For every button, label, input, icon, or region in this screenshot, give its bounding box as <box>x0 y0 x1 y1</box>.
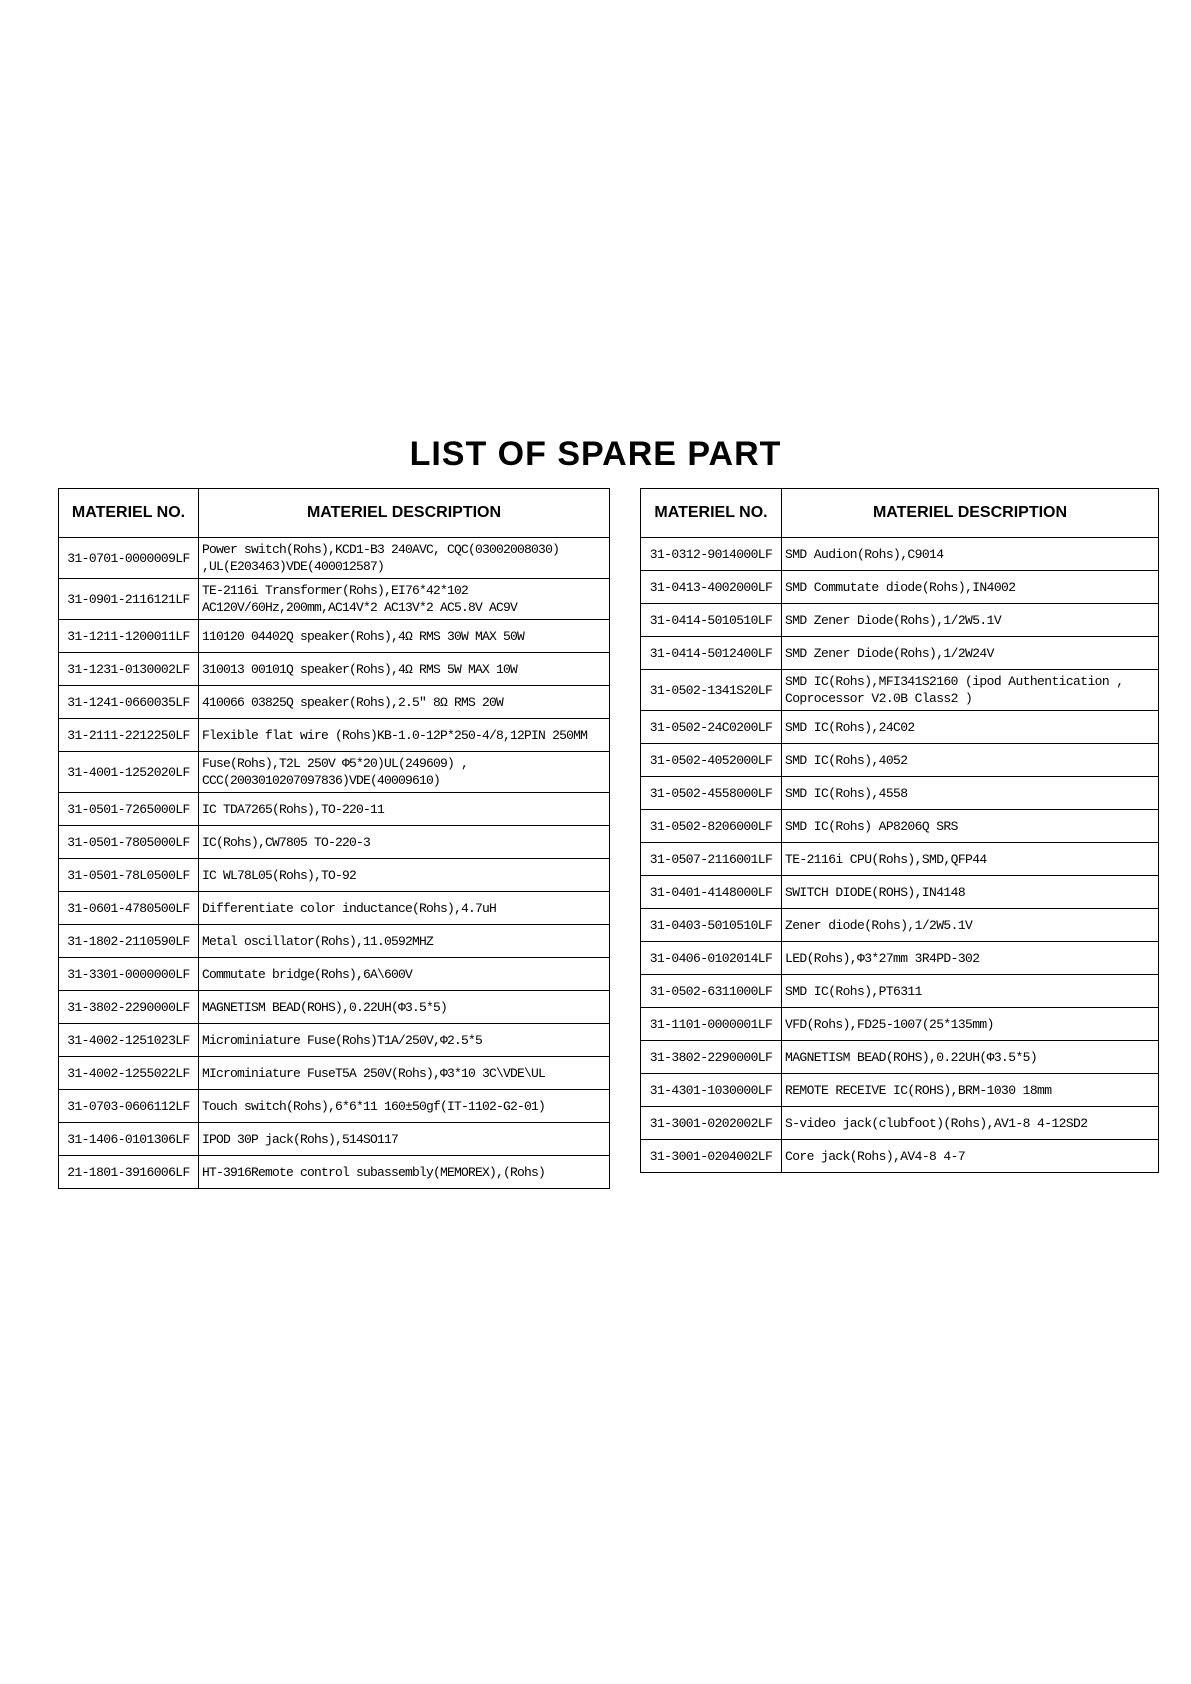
description-line: Touch switch(Rohs),6*6*11 160±50gf(IT-1102-G2-01) <box>202 1098 546 1114</box>
materiel-no: 31-1101-0000001LF <box>641 1008 782 1041</box>
materiel-description <box>199 752 610 793</box>
description-line: SMD IC(Rohs) AP8206Q SRS <box>785 818 958 834</box>
description-line: IC TDA7265(Rohs),TO-220-11 <box>202 801 385 817</box>
table-row <box>641 1041 1159 1074</box>
table-row <box>641 876 1159 909</box>
materiel-description <box>199 991 610 1024</box>
spare-parts-table-right <box>640 488 1159 1173</box>
materiel-description <box>782 670 1159 711</box>
materiel-no: 31-1406-0101306LF <box>59 1123 199 1156</box>
materiel-description <box>782 637 1159 670</box>
column-header-materiel-no: MATERIEL NO. <box>641 489 782 538</box>
description-line: SWITCH DIODE(ROHS),IN4148 <box>785 884 966 900</box>
materiel-no: 31-2111-2212250LF <box>59 719 199 752</box>
table-row <box>641 942 1159 975</box>
materiel-no: 31-3301-0000000LF <box>59 958 199 991</box>
description-line: Fuse(Rohs),T2L 250V Φ5*20)UL(249609) , <box>202 756 469 771</box>
materiel-description <box>199 859 610 892</box>
description-line: Zener diode(Rohs),1/2W5.1V <box>785 917 973 933</box>
table-row <box>641 1140 1159 1173</box>
materiel-no: 31-4002-1251023LF <box>59 1024 199 1057</box>
materiel-description <box>782 777 1159 810</box>
materiel-description <box>199 719 610 752</box>
description-line: Flexible flat wire (Rohs)KB-1.0-12P*250-4/8,12PIN 250MM <box>202 727 588 743</box>
materiel-description <box>782 975 1159 1008</box>
materiel-description <box>782 711 1159 744</box>
materiel-description <box>199 1123 610 1156</box>
spare-parts-table-left <box>58 488 610 1189</box>
materiel-description <box>199 826 610 859</box>
materiel-no: 31-0414-5010510LF <box>641 604 782 637</box>
description-line: MAGNETISM BEAD(ROHS),0.22UH(Φ3.5*5) <box>202 999 448 1015</box>
description-line: Microminiature Fuse(Rohs)T1A/250V,Φ2.5*5 <box>202 1032 483 1048</box>
materiel-description <box>199 538 610 579</box>
materiel-description <box>782 744 1159 777</box>
table-row <box>641 744 1159 777</box>
materiel-no: 31-1211-1200011LF <box>59 620 199 653</box>
materiel-no: 31-0901-2116121LF <box>59 579 199 620</box>
description-line: SMD Zener Diode(Rohs),1/2W5.1V <box>785 612 1002 628</box>
description-line: SMD Commutate diode(Rohs),IN4002 <box>785 579 1016 595</box>
description-line: TE-2116i CPU(Rohs),SMD,QFP44 <box>785 851 987 867</box>
materiel-description <box>199 925 610 958</box>
table-row <box>59 826 610 859</box>
materiel-no: 31-0413-4002000LF <box>641 571 782 604</box>
description-line: MIcrominiature FuseT5A 250V(Rohs),Φ3*10 3C\VDE\UL <box>202 1065 546 1081</box>
materiel-description <box>199 686 610 719</box>
materiel-description <box>782 909 1159 942</box>
materiel-no: 31-3001-0204002LF <box>641 1140 782 1173</box>
materiel-description <box>782 604 1159 637</box>
materiel-no: 31-1241-0660035LF <box>59 686 199 719</box>
table-row <box>641 571 1159 604</box>
materiel-no: 31-1802-2110590LF <box>59 925 199 958</box>
materiel-no: 31-3802-2290000LF <box>59 991 199 1024</box>
materiel-description <box>782 1008 1159 1041</box>
materiel-no: 31-0601-4780500LF <box>59 892 199 925</box>
materiel-description <box>199 958 610 991</box>
table-row <box>641 1107 1159 1140</box>
table-row <box>59 653 610 686</box>
table-row <box>59 752 610 793</box>
description-line: Commutate bridge(Rohs),6A\600V <box>202 966 413 982</box>
table-row <box>641 777 1159 810</box>
materiel-description <box>199 620 610 653</box>
materiel-no: 31-0701-0000009LF <box>59 538 199 579</box>
description-line: SMD IC(Rohs),PT6311 <box>785 983 922 999</box>
table-row <box>59 991 610 1024</box>
materiel-no: 31-0414-5012400LF <box>641 637 782 670</box>
materiel-description <box>199 579 610 620</box>
description-line: Core jack(Rohs),AV4-8 4-7 <box>785 1148 966 1164</box>
table-row <box>59 620 610 653</box>
table-row <box>641 909 1159 942</box>
materiel-description <box>782 1074 1159 1107</box>
materiel-no: 31-1231-0130002LF <box>59 653 199 686</box>
materiel-no: 31-0502-8206000LF <box>641 810 782 843</box>
materiel-no: 31-0507-2116001LF <box>641 843 782 876</box>
table-row <box>641 810 1159 843</box>
materiel-no: 31-4001-1252020LF <box>59 752 199 793</box>
description-line: IPOD 30P jack(Rohs),514SO117 <box>202 1131 399 1147</box>
table-row <box>641 604 1159 637</box>
materiel-no: 31-0502-4558000LF <box>641 777 782 810</box>
materiel-no: 21-1801-3916006LF <box>59 1156 199 1189</box>
table-row <box>59 719 610 752</box>
description-line: 310013 00101Q speaker(Rohs),4Ω RMS 5W MAX 10W <box>202 661 518 677</box>
materiel-description <box>782 1107 1159 1140</box>
materiel-description <box>199 1156 610 1189</box>
description-line: Metal oscillator(Rohs),11.0592MHZ <box>202 933 434 949</box>
table-row <box>59 1156 610 1189</box>
description-line: Differentiate color inductance(Rohs),4.7uH <box>202 900 497 916</box>
description-line: 410066 03825Q speaker(Rohs),2.5" 8Ω RMS 20W <box>202 694 504 710</box>
materiel-description <box>782 1041 1159 1074</box>
table-row <box>641 1008 1159 1041</box>
description-line: SMD IC(Rohs),MFI341S2160 (ipod Authentication , <box>785 674 1124 689</box>
table-row <box>641 711 1159 744</box>
table-row <box>641 843 1159 876</box>
description-line: IC(Rohs),CW7805 TO-220-3 <box>202 834 371 850</box>
description-line: S-video jack(clubfoot)(Rohs),AV1-8 4-12SD2 <box>785 1115 1088 1131</box>
materiel-no: 31-0501-7805000LF <box>59 826 199 859</box>
table-row <box>59 958 610 991</box>
materiel-description <box>782 810 1159 843</box>
table-row <box>59 1090 610 1123</box>
description-line: HT-3916Remote control subassembly(MEMOREX),(Rohs) <box>202 1164 546 1180</box>
description-line: SMD IC(Rohs),24C02 <box>785 719 915 735</box>
materiel-no: 31-0502-4052000LF <box>641 744 782 777</box>
description-line: REMOTE RECEIVE IC(ROHS),BRM-1030 18mm <box>785 1082 1052 1098</box>
table-row <box>641 975 1159 1008</box>
materiel-no: 31-3001-0202002LF <box>641 1107 782 1140</box>
description-line: 110120 04402Q speaker(Rohs),4Ω RMS 30W MAX 50W <box>202 628 525 644</box>
description-line: SMD Audion(Rohs),C9014 <box>785 546 944 562</box>
materiel-description <box>782 1140 1159 1173</box>
materiel-description <box>199 892 610 925</box>
description-line: SMD IC(Rohs),4052 <box>785 752 908 768</box>
table-row <box>641 1074 1159 1107</box>
materiel-no: 31-4002-1255022LF <box>59 1057 199 1090</box>
materiel-no: 31-0501-78L0500LF <box>59 859 199 892</box>
description-line: LED(Rohs),Φ3*27mm 3R4PD-302 <box>785 950 980 966</box>
table-row <box>641 670 1159 711</box>
table-row <box>59 925 610 958</box>
materiel-description <box>199 1090 610 1123</box>
table-row <box>59 859 610 892</box>
table-row <box>59 538 610 579</box>
description-line: CCC(2003010207097836)VDE(40009610) <box>202 773 441 788</box>
description-line: Power switch(Rohs),KCD1-B3 240AVC, CQC(03002008030) <box>202 542 560 557</box>
materiel-no: 31-0502-24C0200LF <box>641 711 782 744</box>
table-row <box>641 538 1159 571</box>
description-line: SMD Zener Diode(Rohs),1/2W24V <box>785 645 994 661</box>
table-row <box>59 892 610 925</box>
materiel-no: 31-0403-5010510LF <box>641 909 782 942</box>
materiel-description <box>782 843 1159 876</box>
materiel-description <box>199 653 610 686</box>
table-row <box>59 686 610 719</box>
materiel-no: 31-0502-1341S20LF <box>641 670 782 711</box>
table-row <box>59 1024 610 1057</box>
materiel-no: 31-0502-6311000LF <box>641 975 782 1008</box>
description-line: AC120V/60Hz,200mm,AC14V*2 AC13V*2 AC5.8V AC9V <box>202 600 518 615</box>
column-header-materiel-description: MATERIEL DESCRIPTION <box>782 489 1159 538</box>
materiel-no: 31-0312-9014000LF <box>641 538 782 571</box>
materiel-description <box>199 1057 610 1090</box>
materiel-description <box>782 571 1159 604</box>
description-line: Coprocessor V2.0B Class2 ) <box>785 691 973 706</box>
description-line: IC WL78L05(Rohs),TO-92 <box>202 867 357 883</box>
materiel-no: 31-0401-4148000LF <box>641 876 782 909</box>
materiel-description <box>199 1024 610 1057</box>
materiel-no: 31-0501-7265000LF <box>59 793 199 826</box>
description-line: SMD IC(Rohs),4558 <box>785 785 908 801</box>
materiel-no: 31-4301-1030000LF <box>641 1074 782 1107</box>
description-line: VFD(Rohs),FD25-1007(25*135mm) <box>785 1016 994 1032</box>
table-row <box>59 1123 610 1156</box>
materiel-no: 31-0703-0606112LF <box>59 1090 199 1123</box>
table-row <box>59 1057 610 1090</box>
description-line: ,UL(E203463)VDE(400012587) <box>202 559 385 574</box>
description-line: MAGNETISM BEAD(ROHS),0.22UH(Φ3.5*5) <box>785 1049 1038 1065</box>
materiel-no: 31-3802-2290000LF <box>641 1041 782 1074</box>
column-header-materiel-description: MATERIEL DESCRIPTION <box>199 489 610 538</box>
materiel-no: 31-0406-0102014LF <box>641 942 782 975</box>
table-row <box>59 579 610 620</box>
page-title: LIST OF SPARE PART <box>409 435 782 473</box>
column-header-materiel-no: MATERIEL NO. <box>59 489 199 538</box>
materiel-description <box>782 942 1159 975</box>
materiel-description <box>199 793 610 826</box>
table-row <box>641 637 1159 670</box>
description-line: TE-2116i Transformer(Rohs),EI76*42*102 <box>202 583 469 598</box>
materiel-description <box>782 538 1159 571</box>
materiel-description <box>782 876 1159 909</box>
table-row <box>59 793 610 826</box>
